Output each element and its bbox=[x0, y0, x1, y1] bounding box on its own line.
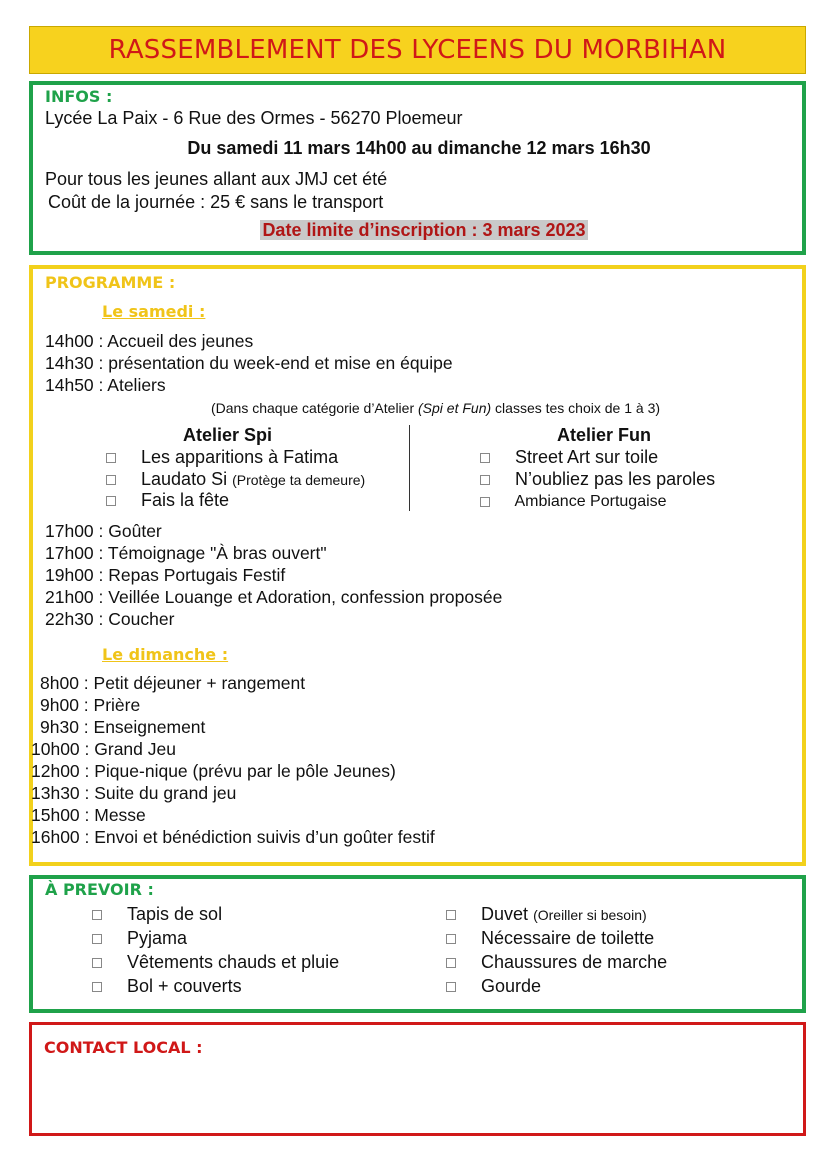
schedule-item: 14h50 : Ateliers bbox=[45, 375, 166, 395]
atelier-spi-heading: Atelier Spi bbox=[183, 425, 273, 445]
atelier-note-suffix: classes tes choix de 1 à 3) bbox=[491, 400, 661, 416]
prevoir-item[interactable] bbox=[92, 928, 187, 949]
atelier-fun-item[interactable] bbox=[480, 493, 667, 511]
atelier-spi-label: Les apparitions à Fatima bbox=[141, 447, 339, 467]
checkbox[interactable] bbox=[446, 934, 456, 944]
schedule-item: 12h00 : Pique-nique (prévu par le pôle Jeunes) bbox=[31, 761, 396, 781]
atelier-divider bbox=[409, 425, 410, 511]
infos-deadline: Date limite d’inscription : 3 mars 2023 bbox=[262, 220, 586, 240]
checkbox[interactable] bbox=[92, 982, 102, 992]
saturday-heading: Le samedi : bbox=[102, 302, 206, 321]
infos-address: Lycée La Paix - 6 Rue des Ormes - 56270 Ploemeur bbox=[45, 108, 463, 128]
schedule-item: 17h00 : Goûter bbox=[45, 521, 162, 541]
atelier-fun-heading: Atelier Fun bbox=[557, 425, 652, 445]
prevoir-item[interactable] bbox=[92, 904, 222, 925]
schedule-item: 8h00 : Petit déjeuner + rangement bbox=[40, 673, 306, 693]
checkbox[interactable] bbox=[92, 958, 102, 968]
atelier-spi-item[interactable] bbox=[106, 490, 229, 511]
schedule-item: 9h30 : Enseignement bbox=[40, 717, 206, 737]
schedule-item: 16h00 : Envoi et bénédiction suivis d’un goûter festif bbox=[31, 827, 435, 847]
checkbox[interactable] bbox=[92, 934, 102, 944]
title-banner bbox=[29, 26, 806, 74]
prevoir-label: Gourde bbox=[481, 976, 542, 996]
prevoir-label: Pyjama bbox=[127, 928, 188, 948]
atelier-spi-item[interactable] bbox=[106, 447, 338, 468]
schedule-item: 10h00 : Grand Jeu bbox=[31, 739, 176, 759]
prevoir-label: Bol + couverts bbox=[127, 976, 242, 996]
schedule-item: 19h00 : Repas Portugais Festif bbox=[45, 565, 286, 585]
checkbox[interactable] bbox=[480, 497, 490, 507]
prevoir-label: Tapis de sol bbox=[127, 904, 223, 924]
contact-heading: CONTACT LOCAL : bbox=[44, 1038, 203, 1057]
checkbox[interactable] bbox=[446, 910, 456, 920]
checkbox[interactable] bbox=[106, 475, 116, 485]
atelier-note-italic: (Spi et Fun) bbox=[418, 400, 492, 416]
checkbox[interactable] bbox=[92, 910, 102, 920]
atelier-fun-label: Ambiance Portugaise bbox=[514, 493, 667, 510]
schedule-item: 15h00 : Messe bbox=[31, 805, 146, 825]
checkbox[interactable] bbox=[106, 453, 116, 463]
prevoir-item[interactable] bbox=[92, 976, 242, 997]
atelier-note-prefix: (Dans chaque catégorie d’Atelier bbox=[211, 400, 419, 416]
prevoir-item[interactable] bbox=[446, 952, 667, 973]
atelier-fun-label: Street Art sur toile bbox=[515, 447, 659, 467]
checkbox[interactable] bbox=[480, 475, 490, 485]
checkbox[interactable] bbox=[446, 958, 456, 968]
infos-heading: INFOS : bbox=[45, 87, 113, 106]
schedule-item: 17h00 : Témoignage "À bras ouvert" bbox=[45, 543, 327, 563]
schedule-item: 22h30 : Coucher bbox=[45, 609, 175, 629]
prevoir-item[interactable] bbox=[446, 976, 541, 997]
atelier-spi-note: (Protège ta demeure) bbox=[232, 472, 366, 488]
prevoir-label: Chaussures de marche bbox=[481, 952, 668, 972]
schedule-item: 13h30 : Suite du grand jeu bbox=[31, 783, 237, 803]
prevoir-label: Vêtements chauds et pluie bbox=[127, 952, 340, 972]
prevoir-label: Nécessaire de toilette bbox=[481, 928, 655, 948]
schedule-item: 21h00 : Veillée Louange et Adoration, confession proposée bbox=[45, 587, 503, 607]
prevoir-label: Duvet bbox=[481, 904, 529, 924]
prevoir-item[interactable] bbox=[446, 904, 647, 925]
atelier-fun-item[interactable] bbox=[480, 469, 715, 490]
prevoir-item[interactable] bbox=[446, 928, 654, 949]
schedule-item: 14h30 : présentation du week-end et mise en équipe bbox=[45, 353, 453, 373]
prevoir-heading: À PREVOIR : bbox=[45, 880, 154, 899]
atelier-spi-item[interactable] bbox=[106, 469, 365, 490]
atelier-fun-item[interactable] bbox=[480, 447, 658, 468]
sunday-heading: Le dimanche : bbox=[102, 645, 229, 664]
atelier-fun-label: N’oubliez pas les paroles bbox=[515, 469, 716, 489]
atelier-note bbox=[211, 400, 660, 416]
infos-dates: Du samedi 11 mars 14h00 au dimanche 12 mars 16h30 bbox=[187, 138, 651, 158]
atelier-spi-label: Fais la fête bbox=[141, 490, 230, 510]
checkbox[interactable] bbox=[106, 496, 116, 506]
page-title: RASSEMBLEMENT DES LYCEENS DU MORBIHAN bbox=[108, 35, 727, 65]
checkbox[interactable] bbox=[480, 453, 490, 463]
schedule-item: 14h00 : Accueil des jeunes bbox=[45, 331, 254, 351]
infos-deadline-wrap bbox=[0, 220, 838, 241]
prevoir-note: (Oreiller si besoin) bbox=[533, 907, 647, 923]
programme-heading: PROGRAMME : bbox=[45, 273, 176, 292]
infos-audience: Pour tous les jeunes allant aux JMJ cet été bbox=[45, 169, 388, 189]
atelier-spi-label: Laudato Si bbox=[141, 469, 228, 489]
schedule-item: 9h00 : Prière bbox=[40, 695, 141, 715]
infos-cost: Coût de la journée : 25 € sans le transport bbox=[48, 192, 384, 212]
prevoir-item[interactable] bbox=[92, 952, 339, 973]
checkbox[interactable] bbox=[446, 982, 456, 992]
